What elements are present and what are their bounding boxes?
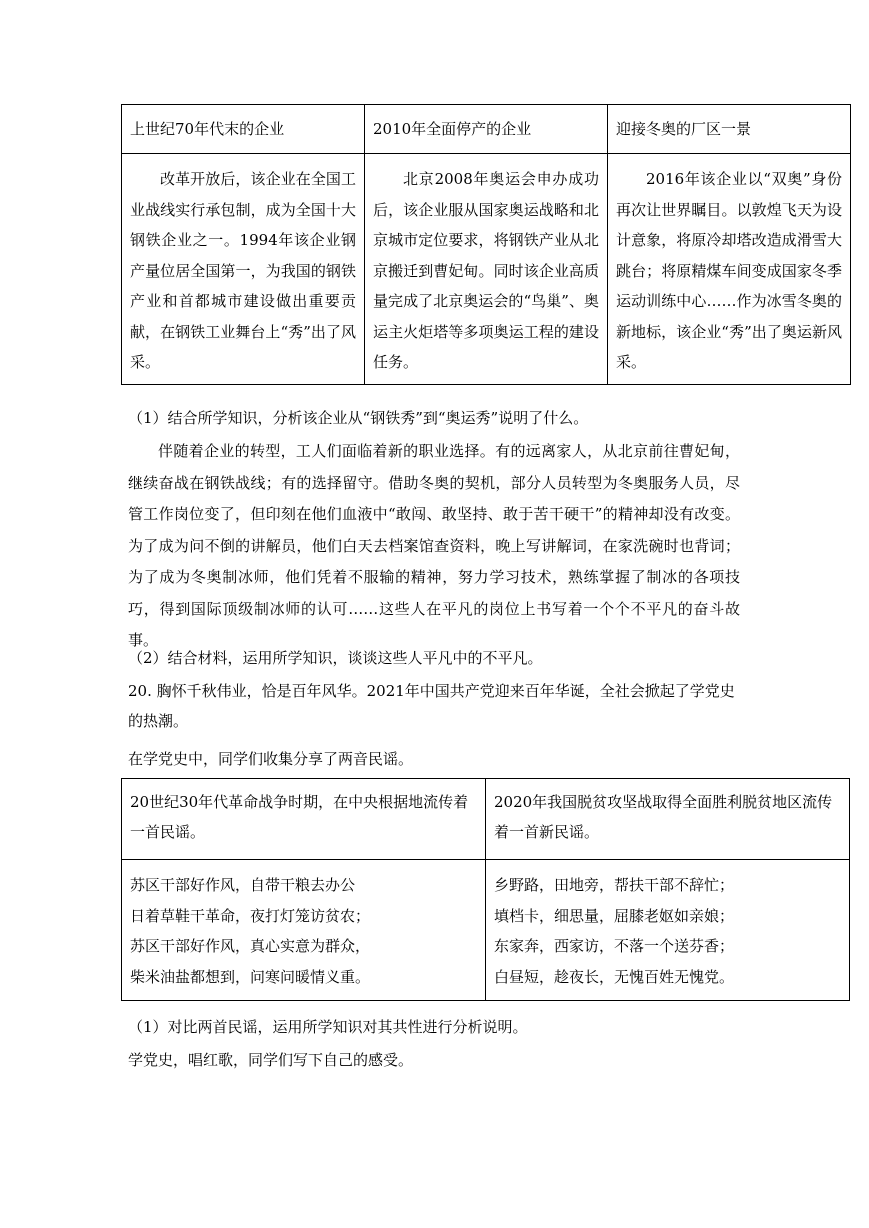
poem-line: 东家奔，西家访，不落一个送芬香； <box>494 937 735 955</box>
poem-line: 苏区干部好作风，自带干粮去办公 <box>130 876 356 894</box>
table-header-row <box>122 779 850 860</box>
poem-line: 日着草鞋干革命，夜打灯笼访贫农； <box>130 906 371 925</box>
table-header-cell: 2010年全面停产的企业 <box>365 105 608 154</box>
enterprise-table <box>121 104 851 385</box>
table-header-cell: 2020年我国脱贫攻坚战取得全面胜利脱贫地区流传着一首新民谣。 <box>486 779 850 860</box>
intro-text: 在学党史中，同学们收集分享了两音民谣。 <box>128 750 414 768</box>
table-cell: 北京2008年奥运会申办成功后，该企业服从国家奥运战略和北京城市定位要求，将钢铁产业从北京搬迁到曹妃甸。同时该企业高质量完成了北京奥运会的“鸟巢”、奥运主火炬塔等多项奥运工程的建设任务。 <box>365 154 608 385</box>
question-1: （1）结合所学知识，分析该企业从“钢铁秀”到“奥运秀”说明了什么。 <box>128 409 589 427</box>
question-20-stem: 20. 胸怀千秋伟业，恰是百年风华。2021年中国共产党迎来百年华诞，全社会掀起了学党史的热潮。 <box>128 682 735 730</box>
table-row <box>122 860 850 1001</box>
folk-song-2 <box>486 860 850 1001</box>
folk-song-table <box>121 778 850 1001</box>
table-header-cell: 上世纪70年代末的企业 <box>122 105 365 154</box>
table-row <box>122 154 851 385</box>
table-cell: 2016年该企业以“双奥”身份再次让世界瞩目。以敦煌飞天为设计意象，将原冷却塔改造成滑雪大跳台；将原精煤车间变成国家冬季运动训练中心……作为冰雪冬奥的新地标，该企业“秀”出了奥运新风采。 <box>608 154 851 385</box>
poem-line: 苏区干部好作风，真心实意为群众， <box>130 937 371 955</box>
question-20-1: （1）对比两首民谣，运用所学知识对其共性进行分析说明。 <box>128 1018 528 1036</box>
table-header-cell: 20世纪30年代革命战争时期，在中央根据地流传着一首民谣。 <box>122 779 486 860</box>
table-header-cell: 迎接冬奥的厂区一景 <box>608 105 851 154</box>
poem-line: 白昼短，趁夜长，无愧百姓无愧党。 <box>494 967 735 986</box>
outro-text: 学党史，唱红歌，同学们写下自己的感受。 <box>128 1051 414 1069</box>
poem-line: 柴米油盐都想到，问寒问暖情义重。 <box>130 967 371 986</box>
poem-line: 乡野路，田地旁，帮扶干部不辞忙； <box>494 876 735 894</box>
folk-song-1 <box>122 860 486 1001</box>
material-paragraph: 伴随着企业的转型，工人们面临着新的职业选择。有的远离家人，从北京前往曹妃甸，继续奋战在钢铁战线；有的选择留守。借助冬奥的契机，部分人员转型为冬奥服务人员，尽管工作岗位变了，但印刻在他们血液中“敢闯、敢坚持、敢于苦干硬干”的精神却没有改变。为了成为问不倒的讲解员，他们白天去档案馆查资料，晚上写讲解词，在家洗碗时也背词；为了成为冬奥制冰师，他们凭着不服输的精神，努力学习技术，熟练掌握了制冰的各项技巧，得到国际顶级制冰师的认可……这些人在平凡的岗位上书写着一个个不平凡的奋斗故事。 <box>128 442 740 649</box>
table-header-row <box>122 105 851 154</box>
question-2: （2）结合材料，运用所学知识，谈谈这些人平凡中的不平凡。 <box>128 649 543 667</box>
table-cell: 改革开放后，该企业在全国工业战线实行承包制，成为全国十大钢铁企业之一。1994年该企业钢产量位居全国第一，为我国的钢铁产业和首都城市建设做出重要贡献，在钢铁工业舞台上“秀”出了风采。 <box>122 154 365 385</box>
poem-line: 填档卡，细思量，屈膝老妪如亲娘； <box>494 906 735 925</box>
